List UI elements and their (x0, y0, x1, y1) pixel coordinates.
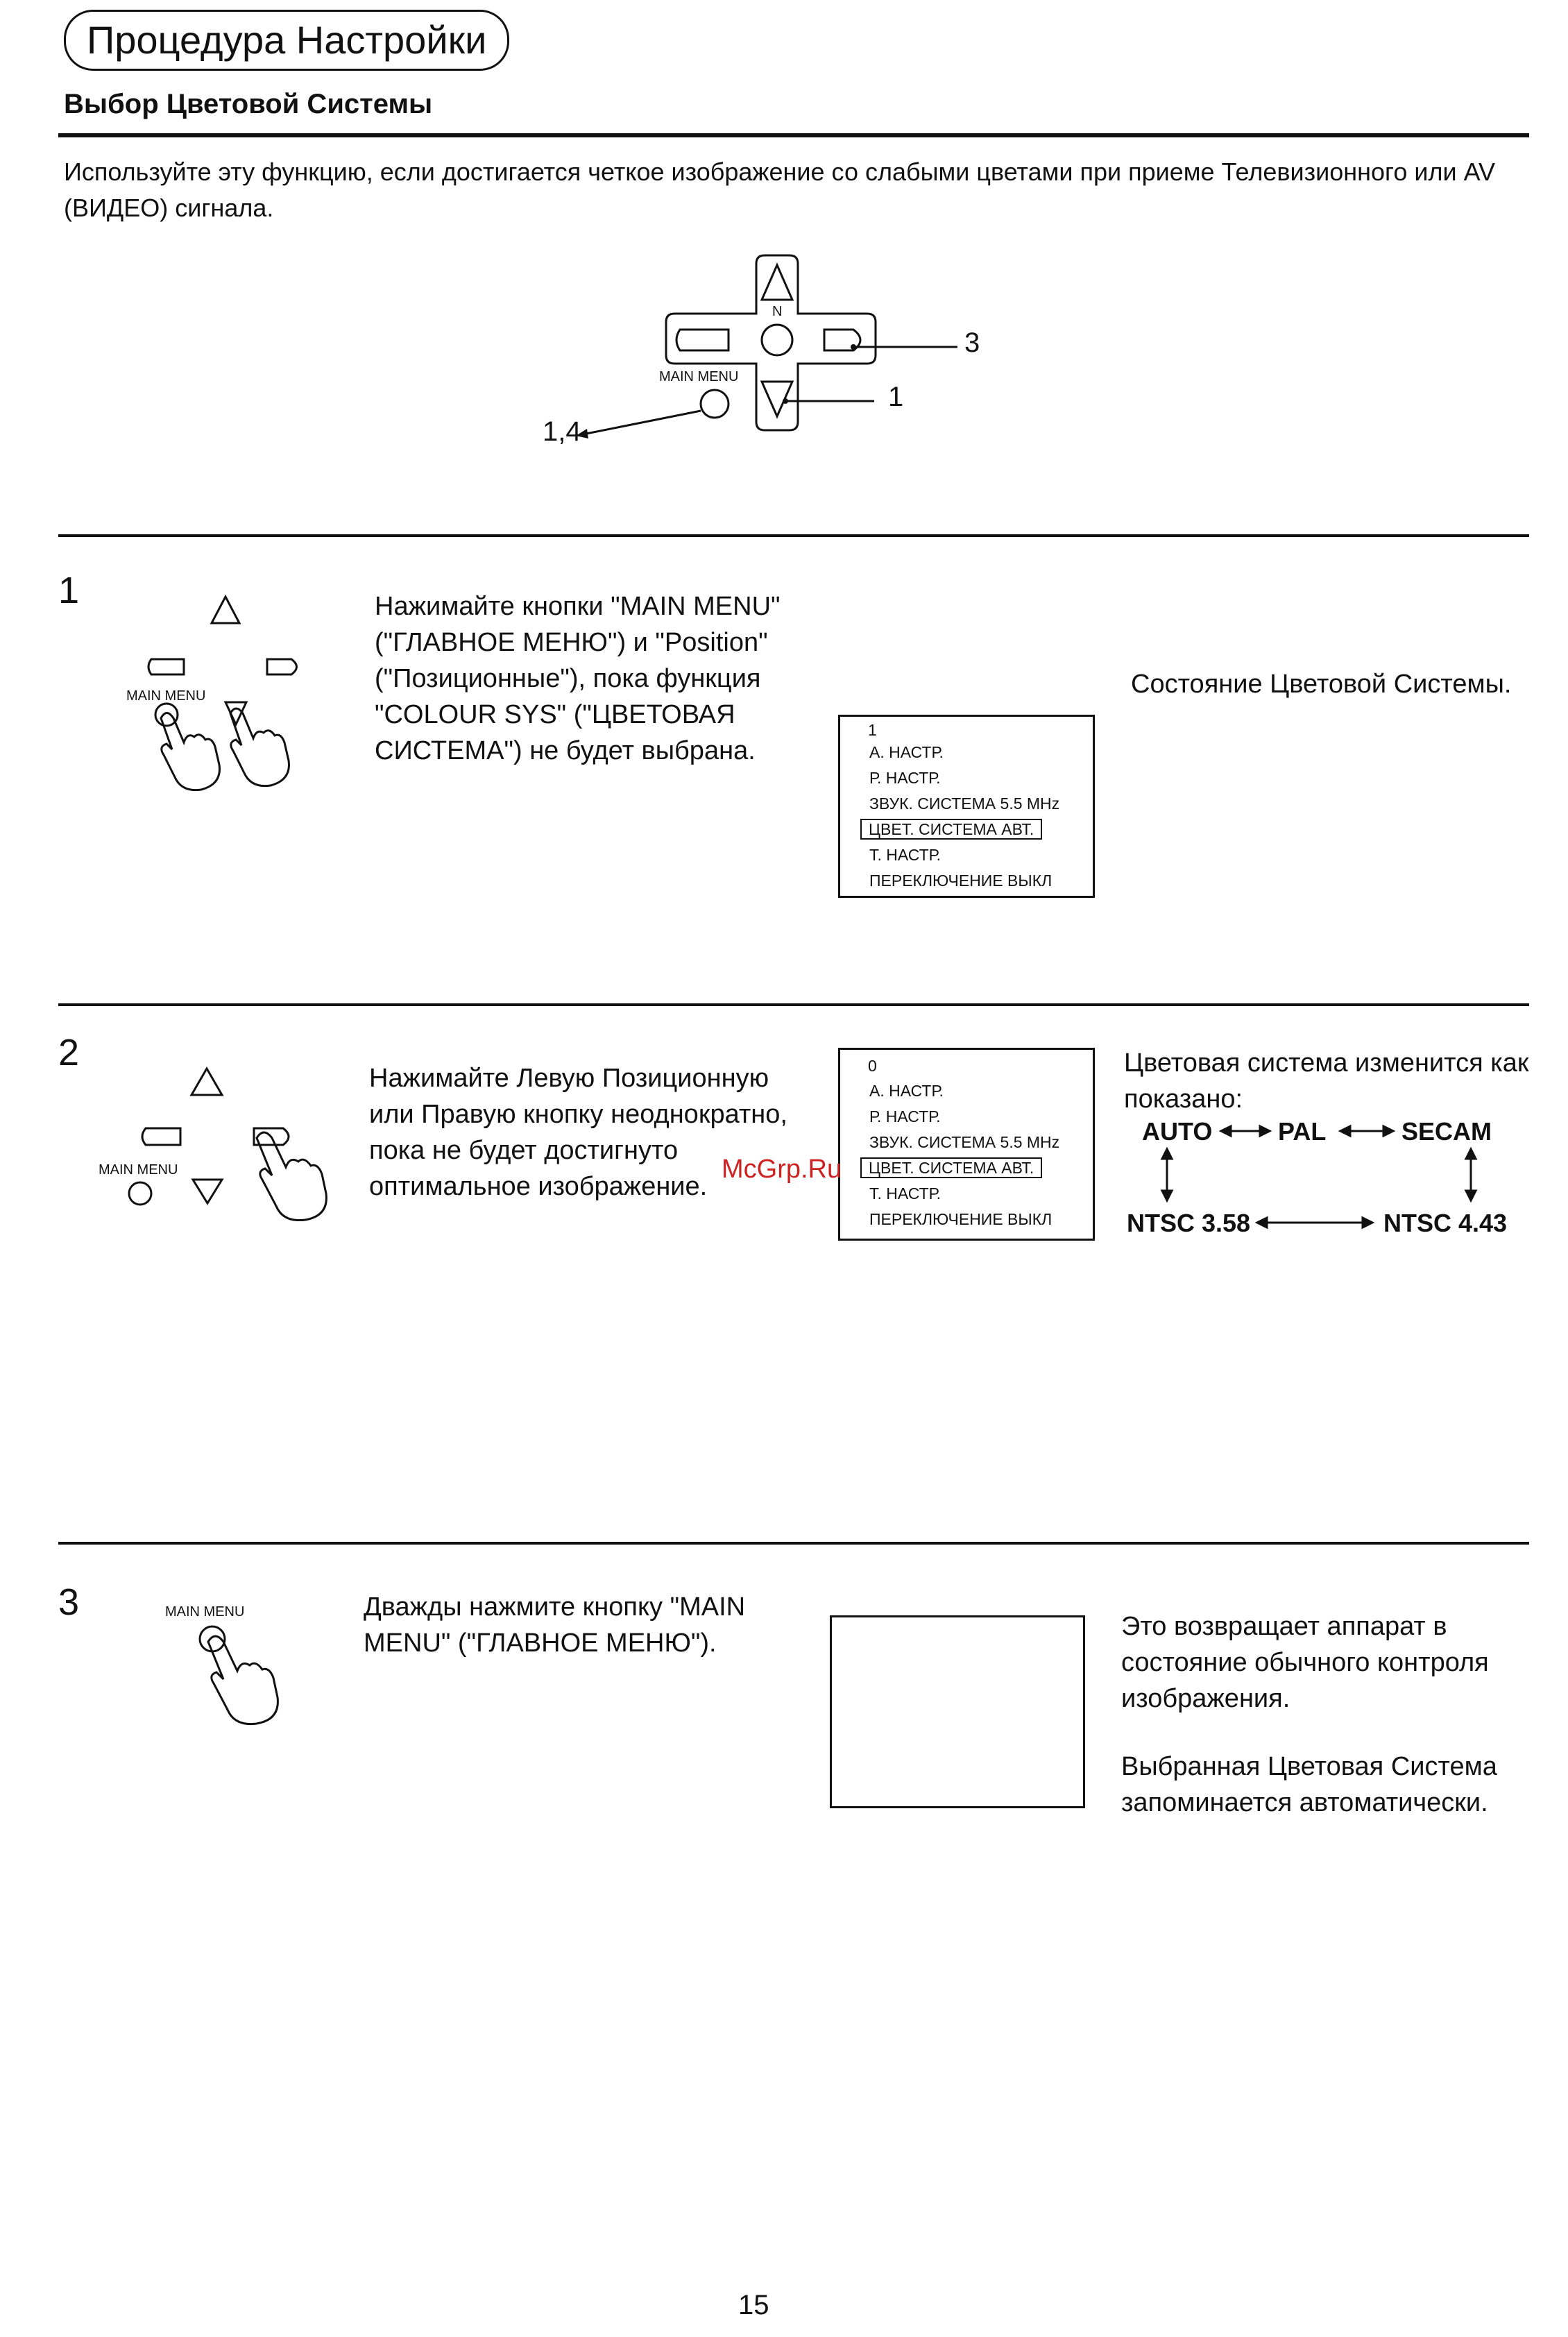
header-divider (58, 133, 1529, 137)
step-1-osd-menu (838, 715, 1095, 898)
osd-header: 1 (868, 721, 877, 739)
main-menu-button-icon (701, 390, 728, 418)
step-3-number: 3 (58, 1581, 80, 1623)
step-3-note-2: Выбранная Цветовая Система запоминается автоматически. (1121, 1752, 1497, 1817)
callout-1: 1 (888, 382, 904, 412)
flow-ntsc-443: NTSC 4.43 (1383, 1209, 1508, 1237)
osd-item: Т. НАСТР. (869, 1184, 941, 1203)
down-arrow-icon (762, 382, 792, 416)
watermark: McGrp.Ru (722, 1155, 842, 1184)
osd-item: ПЕРЕКЛЮЧЕНИЕ ВЫКЛ (869, 1210, 1053, 1228)
intro-paragraph: Используйте эту функцию, если достигается четкое изображение со слабыми цветами при приеме Телевизионного или AV (ВИДЕО) сигнала. (64, 158, 1495, 222)
colour-system-cycle-diagram (1124, 1114, 1554, 1246)
osd-item: ЗВУК. СИСТЕМА 5.5 MHz (869, 794, 1060, 813)
osd-item-highlighted: ЦВЕТ. СИСТЕМА АВТ. (860, 1157, 1042, 1178)
step-3-instruction: Дважды нажмите кнопку "MAIN MENU" ("ГЛАВНОЕ МЕНЮ"). (364, 1592, 746, 1658)
section-divider-3 (58, 1542, 1529, 1545)
flow-ntsc-358: NTSC 3.58 (1127, 1209, 1251, 1237)
step-3-note-1: Это возвращает аппарат в состояние обычного контроля изображения. (1121, 1612, 1489, 1713)
step-2-illustration (90, 1055, 354, 1221)
page-title: Процедура Настройки (64, 10, 509, 71)
step-2-instruction: Нажимайте Левую Позиционную или Правую кнопку неоднократно, пока не будет достигнуто оптимальное изображение. (369, 1064, 787, 1201)
osd-item: Р. НАСТР. (869, 769, 941, 787)
osd-item: ЗВУК. СИСТЕМА 5.5 MHz (869, 1133, 1060, 1151)
flow-arrows (1124, 1114, 1554, 1246)
center-button-icon (762, 325, 792, 355)
osd-header: 0 (868, 1057, 877, 1075)
step-3-blank-screen (830, 1615, 1085, 1808)
osd-item: ПЕРЕКЛЮЧЕНИЕ ВЫКЛ (869, 872, 1053, 890)
main-menu-label: MAIN MENU (659, 369, 739, 384)
flow-pal: PAL (1278, 1117, 1327, 1146)
callout-1-4: 1,4 (543, 416, 581, 447)
right-arrow-icon (267, 659, 297, 674)
remote-control-diagram (541, 250, 1027, 458)
main-menu-label: MAIN MENU (126, 688, 206, 704)
remote-cross-graphic (541, 250, 1027, 458)
up-arrow-icon (762, 265, 792, 300)
callout-3: 3 (964, 328, 980, 358)
osd-item-highlighted: ЦВЕТ. СИСТЕМА АВТ. (860, 819, 1042, 840)
step-2-note: Цветовая система изменится как показано: (1124, 1048, 1529, 1114)
section-divider-2 (58, 1003, 1529, 1006)
osd-item: Р. НАСТР. (869, 1107, 941, 1125)
page-number: 15 (738, 2290, 769, 2320)
step-3-illustration (160, 1596, 312, 1735)
pointing-hand-icon (230, 708, 289, 786)
osd-item: А. НАСТР. (869, 743, 944, 761)
step-1-number: 1 (58, 570, 80, 611)
step-2-osd-menu (838, 1048, 1095, 1241)
main-menu-label: MAIN MENU (165, 1604, 245, 1620)
left-arrow-icon (142, 1128, 180, 1145)
section-subtitle: Выбор Цветовой Системы (64, 89, 433, 119)
up-arrow-icon (191, 1069, 222, 1095)
section-divider-1 (58, 534, 1529, 537)
osd-item: Т. НАСТР. (869, 846, 941, 864)
osd-item: А. НАСТР. (869, 1082, 944, 1100)
main-menu-button-icon (129, 1182, 151, 1205)
step-1-note: Состояние Цветовой Системы. (1131, 670, 1512, 699)
flow-auto: AUTO (1142, 1117, 1213, 1146)
step-1-illustration (118, 583, 340, 791)
left-arrow-icon (676, 330, 728, 350)
n-label: N (772, 304, 783, 319)
main-menu-label: MAIN MENU (99, 1162, 178, 1178)
left-arrow-icon (148, 659, 184, 674)
down-arrow-icon (193, 1180, 222, 1203)
step-1-instruction: Нажимайте кнопки "MAIN MENU" ("ГЛАВНОЕ МЕНЮ") и "Position" ("Позиционные"), пока функция "COLOUR SYS" ("ЦВЕТОВАЯ СИСТЕМА") не будет выбрана. (375, 592, 781, 765)
up-arrow-icon (212, 597, 239, 623)
step-2-number: 2 (58, 1032, 80, 1073)
flow-secam: SECAM (1401, 1117, 1492, 1146)
